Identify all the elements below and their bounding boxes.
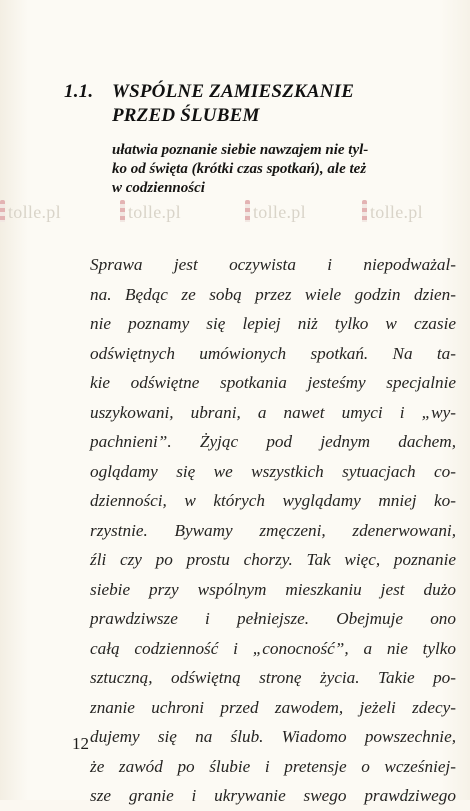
watermark-text: tolle.pl [128,202,181,222]
body-line: sze granie i ukrywanie swego prawdziwego [90,786,456,805]
body-line: oglądamy się we wszystkich sytuacjach co- [90,461,456,481]
lighthouse-icon [120,200,125,222]
watermark-strip [0,200,470,240]
lighthouse-icon [245,200,250,222]
watermark [120,200,181,223]
body-line: Sprawa jest oczywista i niepodważal- [90,255,456,274]
section-number: 1.1. [64,81,94,102]
body-line: prawdziwsze i pełniejsze. Obejmuje ono [90,609,456,628]
body-line: siebie przy wspólnym mieszkaniu jest dużo [90,579,456,599]
body-line: znanie uchroni przed zawodem, jeżeli zdecy- [90,697,456,717]
body-line: uszykowani, ubrani, a nawet umyci i „wy- [90,402,456,422]
subtitle-line: w codzienności [112,180,205,196]
watermark-text: tolle.pl [370,202,423,222]
watermark [362,200,423,223]
body-line: dujemy się na ślub. Wiadomo powszechnie, [90,727,456,746]
subtitle-line: ko od święta (krótki czas spotkań), ale też [112,161,367,177]
lighthouse-icon [0,200,5,222]
heading-line-2: PRZED ŚLUBEM [112,105,260,126]
body-line: odświętnych umówionych spotkań. Na ta- [90,343,456,363]
body-line: nie poznamy się lepiej niż tylko w czasie [90,314,456,333]
body-line: dzienności, w których wyglądamy mniej ko- [90,491,456,510]
body-line: całą codzienność i „conocność”, a nie tylko [90,638,456,658]
body-line: na. Będąc ze sobą przez wiele godzin dzien- [90,284,456,304]
body-line: że zawód po ślubie i pretensje o wcześniej- [90,756,456,776]
lighthouse-icon [362,200,367,222]
body-line: pachnieni”. Żyjąc pod jednym dachem, [90,432,456,451]
section-heading [64,80,394,128]
subtitle-line: ułatwia poznanie siebie nawzajem nie tyl- [112,142,369,158]
watermark [0,200,61,223]
section-subtitle [112,141,457,198]
heading-line-1: WSPÓLNE ZAMIESZKANIE [112,81,355,102]
body-line: sztuczną, odświętną stronę życia. Takie po- [90,668,456,687]
watermark-text: tolle.pl [8,202,61,222]
body-line: rzystnie. Bywamy zmęczeni, zdenerwowani, [90,520,456,540]
body-line: kie odświętne spotkania jesteśmy specjalnie [90,373,456,392]
page-number: 12 [72,734,89,753]
watermark-text: tolle.pl [253,202,306,222]
body-paragraph [90,250,456,811]
watermark [245,200,306,223]
body-line: źli czy po prostu chorzy. Tak więc, poznanie [90,550,456,569]
